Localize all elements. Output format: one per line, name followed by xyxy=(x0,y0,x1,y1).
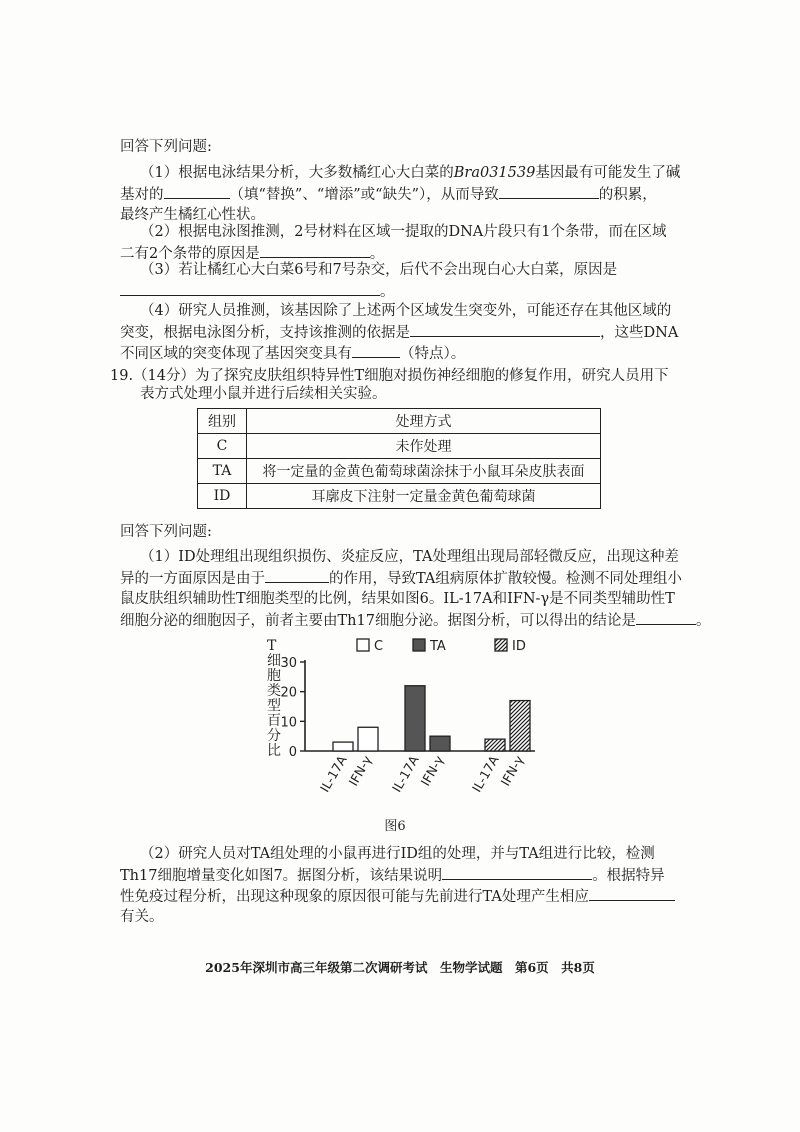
x-tick-label: IFN-γ xyxy=(497,753,527,789)
x-tick-label: IL-17A xyxy=(468,753,502,795)
p1-line2: 异的一方面原因是由于 的作用，导致TA组病原体扩散较慢。检测不同处理组小 xyxy=(120,568,682,589)
p2-line2: Th17细胞增量变化如图7。据图分析，该结果说明 。根据特异 xyxy=(120,865,665,886)
y-axis-label: T 细胞类型百分比 xyxy=(267,638,281,759)
q4-line3: 不同区域的突变体现了基因突变具有 （特点）。 xyxy=(120,343,465,364)
y-tick-label: 10 xyxy=(280,715,297,731)
legend-swatch-ID xyxy=(495,639,507,651)
q3-line1: （3）若让橘红心大白菜6号和7号杂交，后代不会出现白心大白菜，原因是 xyxy=(140,262,618,278)
answer-blank xyxy=(410,322,600,337)
y-tick-label: 0 xyxy=(288,745,297,760)
q19-line1: 19.（14分）为了探究皮肤组织特异性T细胞对损伤神经细胞的修复作用，研究人员用下 xyxy=(110,368,669,384)
answer-blank xyxy=(442,865,592,880)
p2-line3: 性免疫过程分析，出现这种现象的原因很可能与先前进行TA处理产生相应 xyxy=(120,886,675,907)
chart-legend xyxy=(357,639,526,654)
q1-line2: 基对的 （填“替换”、“增添”或“缺失”），从而导致 的积累， xyxy=(120,184,657,205)
bar-TA-IL-17A xyxy=(405,686,425,751)
table-header: 组别 xyxy=(198,409,247,434)
q1-line1: （1）根据电泳结果分析，大多数橘红心大白菜的Bra031539基因最有可能发生了碱 xyxy=(140,165,681,181)
table-header-row xyxy=(198,409,601,434)
legend-label-C: C xyxy=(374,639,384,654)
q1-line3: 最终产生橘红心性状。 xyxy=(120,207,265,223)
legend-label-ID: ID xyxy=(512,639,526,654)
table-cell: ID xyxy=(198,484,247,509)
legend-swatch-C xyxy=(357,639,369,651)
legend-label-TA: TA xyxy=(430,639,446,654)
x-tick-label: IL-17A xyxy=(316,753,350,795)
q19-line2: 表方式处理小鼠并进行后续相关实验。 xyxy=(140,386,387,402)
chart-bars xyxy=(333,686,530,751)
table-cell: 未作处理 xyxy=(247,434,601,459)
table-header: 处理方式 xyxy=(247,409,601,434)
legend-swatch-TA xyxy=(413,639,425,651)
answer-blank xyxy=(260,243,370,258)
answer-intro-2: 回答下列问题: xyxy=(120,524,212,540)
q3-line2: 。 xyxy=(120,281,395,302)
q2-line1: （2）根据电泳图推测，2号材料在区域一提取的DNA片段只有1个条带，而在区域 xyxy=(140,224,667,240)
answer-blank xyxy=(265,568,329,583)
treatment-table xyxy=(197,408,601,509)
q2-line2: 二有2个条带的原因是 。 xyxy=(120,243,384,264)
answer-blank xyxy=(164,184,230,199)
figure-caption: 图6 xyxy=(384,819,406,834)
bar-TA-IFN-γ xyxy=(430,736,450,751)
answer-intro: 回答下列问题: xyxy=(120,139,212,155)
q4-line1: （4）研究人员推测，该基因除了上述两个区域发生突变外，可能还存在其他区域的 xyxy=(140,303,672,319)
answer-blank xyxy=(352,343,400,358)
bar-ID-IL-17A xyxy=(485,739,505,751)
q4-line2: 突变，根据电泳图分析，支持该推测的依据是 ，这些DNA xyxy=(120,322,678,343)
x-tick-label: IL-17A xyxy=(388,753,422,795)
table-cell: 耳廓皮下注射一定量金黄色葡萄球菌 xyxy=(247,484,601,509)
y-tick-label: 30 xyxy=(280,656,297,671)
x-tick-label: IFN-γ xyxy=(345,753,375,789)
p1-line4: 细胞分泌的细胞因子，前者主要由Th17细胞分泌。据图分析，可以得出的结论是 。 xyxy=(120,610,710,631)
bar-ID-IFN-γ xyxy=(510,701,530,751)
p2-line4: 有关。 xyxy=(120,909,164,925)
page-footer: 2025年深圳市高三年级第二次调研考试 生物学试题 第6页 共8页 xyxy=(205,960,595,975)
p1-line3: 鼠皮肤组织辅助性T细胞类型的比例，结果如图6。IL-17A和IFN-γ是不同类型辅助性T xyxy=(120,591,675,607)
table-cell: C xyxy=(198,434,247,459)
answer-blank xyxy=(120,281,380,296)
chart-labels xyxy=(267,638,527,834)
table-cell: TA xyxy=(198,459,247,484)
x-tick-label: IFN-γ xyxy=(417,753,447,789)
table-cell: 将一定量的金黄色葡萄球菌涂抹于小鼠耳朵皮肤表面 xyxy=(247,459,601,484)
table-row xyxy=(198,434,601,459)
y-tick-label: 20 xyxy=(280,685,297,701)
answer-blank xyxy=(636,610,696,625)
answer-blank xyxy=(589,886,675,901)
table-row xyxy=(198,484,601,509)
figure-6-chart xyxy=(245,632,545,837)
table-row xyxy=(198,459,601,484)
bar-C-IFN-γ xyxy=(358,727,378,751)
bar-C-IL-17A xyxy=(333,742,353,751)
p2-line1: （2）研究人员对TA组处理的小鼠再进行ID组的处理，并与TA组进行比较，检测 xyxy=(140,846,655,862)
p1-line1: （1）ID处理组出现组织损伤、炎症反应，TA处理组出现局部轻微反应，出现这种差 xyxy=(140,549,679,565)
answer-blank xyxy=(499,184,599,199)
